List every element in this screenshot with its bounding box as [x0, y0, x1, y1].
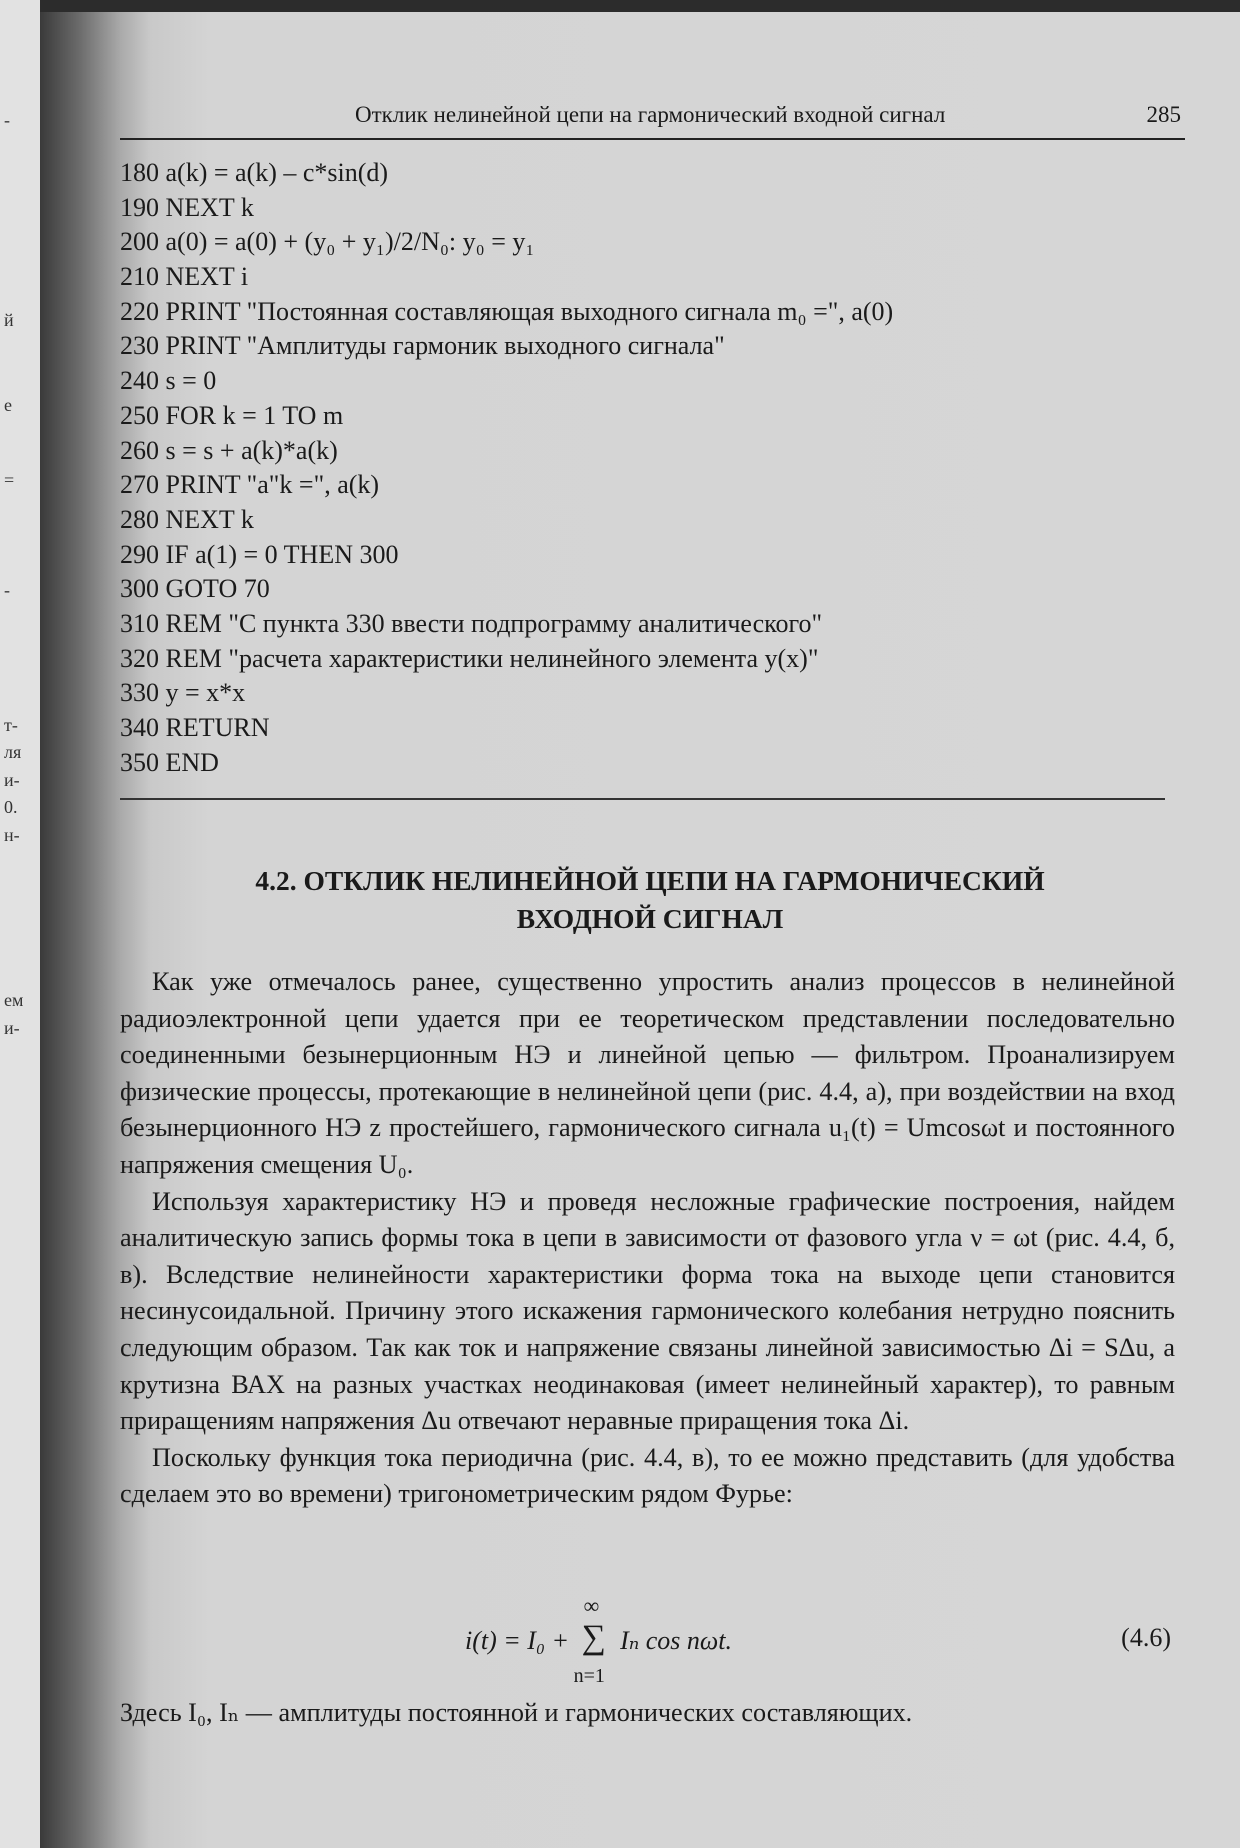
code-line: 210 NEXT i	[120, 262, 249, 292]
section-divider	[120, 798, 1165, 800]
code-line: 250 FOR k = 1 TO m	[120, 400, 344, 430]
code-line: 220 PRINT "Постоянная составляющая выходного сигнала m₀ =", a(0)	[120, 296, 894, 326]
margin-fragment: е	[4, 395, 12, 415]
running-title: Отклик нелинейной цепи на гармонический входной сигнал	[355, 102, 946, 127]
section-heading-line1: 4.2. ОТКЛИК НЕЛИНЕЙНОЙ ЦЕПИ НА ГАРМОНИЧЕСКИЙ	[255, 865, 1045, 896]
equation-lhs: i(t) = I₀ +	[465, 1625, 570, 1655]
code-line: 260 s = s + a(k)*a(k)	[120, 435, 338, 465]
code-line: 340 RETURN	[120, 713, 270, 742]
margin-fragment: т-	[4, 715, 18, 735]
code-line: 230 PRINT "Амплитуды гармоник выходного сигнала"	[120, 331, 725, 361]
sum-upper-limit: ∞	[583, 1593, 600, 1618]
paragraph-3: Поскольку функция тока периодична (рис. 4.4, в), то ее можно представить (для удобства сделаем это во времени) тригонометрическим рядом Фурье:	[120, 1442, 1175, 1509]
margin-fragment: =	[4, 470, 15, 490]
code-line: 200 a(0) = a(0) + (y₀ + y₁)/2/N₀: y₀ = y₁	[120, 227, 535, 257]
section-heading	[140, 862, 1160, 938]
summation	[573, 1593, 610, 1687]
body-text	[120, 964, 1175, 1513]
equation-number: (4.6)	[1121, 1623, 1171, 1652]
margin-fragment: ем	[4, 990, 24, 1010]
code-line: 280 NEXT k	[120, 504, 254, 534]
paragraph-1: Как уже отмечалось ранее, существенно упростить анализ процессов в нелинейной радиоэлектронной цепи удается при ее теоретическом представлении последовательно соединенными безынерционным НЭ и линейной цепью — фильтром. Проанализируем физические процессы, протекающие в нелинейной цепи (рис. 4.4, а), при воздействии на вход безынерционного НЭ z простейшего, гармонического сигнала u₁(t) = Umcosωt и постоянного напряжения смещения U₀.	[120, 967, 1175, 1179]
margin-fragment: 0.	[4, 797, 18, 817]
facing-page-margin	[0, 0, 40, 1848]
code-line: 190 NEXT k	[120, 192, 254, 222]
section-heading-line2: ВХОДНОЙ СИГНАЛ	[516, 903, 784, 934]
margin-fragment: и-	[4, 770, 20, 790]
running-header	[120, 100, 1185, 140]
code-line: 330 y = x*x	[120, 678, 246, 708]
code-listing	[120, 156, 1120, 780]
code-line: 240 s = 0	[120, 366, 217, 396]
equation-4-6	[120, 1593, 1175, 1695]
code-line: 270 PRINT "a"k =", a(k)	[120, 470, 380, 500]
sum-symbol: ∑	[581, 1619, 606, 1656]
code-line: 300 GOTO 70	[120, 574, 270, 604]
margin-fragment: -	[4, 110, 10, 130]
equation-expression	[465, 1593, 732, 1687]
page-top-edge	[0, 0, 1240, 12]
margin-fragment: ля	[4, 742, 22, 762]
code-line: 290 IF a(1) = 0 THEN 300	[120, 539, 399, 569]
code-line: 180 a(k) = a(k) – c*sin(d)	[120, 158, 389, 187]
margin-fragment: н-	[4, 825, 20, 845]
sum-lower-limit: n=1	[573, 1665, 605, 1687]
page-number: 285	[1146, 102, 1181, 127]
margin-fragment: и-	[4, 1018, 20, 1038]
margin-fragment: -	[4, 580, 10, 600]
code-line: 320 REM "расчета характеристики нелинейного элемента y(x)"	[120, 643, 819, 673]
closing-line: Здесь I₀, Iₙ — амплитуды постоянной и гармонических составляющих.	[120, 1698, 913, 1727]
equation-rhs: Iₙ cos nωt.	[620, 1625, 732, 1655]
paragraph-2: Используя характеристику НЭ и проведя несложные графические построения, найдем аналитическую запись формы тока в цепи в зависимости от фазового угла ν = ωt (рис. 4.4, б, в). Вследствие нелинейности характеристики форма тока на выходе цепи становится несинусоидальной. Причину этого искажения гармонического колебания нетрудно пояснить следующим образом. Так как ток и напряжение связаны линейной зависимостью Δi = SΔu, а крутизна ВАХ на разных участках неодинаковая (имеет нелинейный характер), то равным приращениям напряжения Δu отвечают неравные приращения тока Δi.	[120, 1186, 1175, 1436]
code-line: 310 REM "С пункта 330 ввести подпрограмму аналитического"	[120, 608, 823, 638]
code-line: 350 END	[120, 747, 219, 777]
margin-fragment: й	[4, 310, 14, 330]
